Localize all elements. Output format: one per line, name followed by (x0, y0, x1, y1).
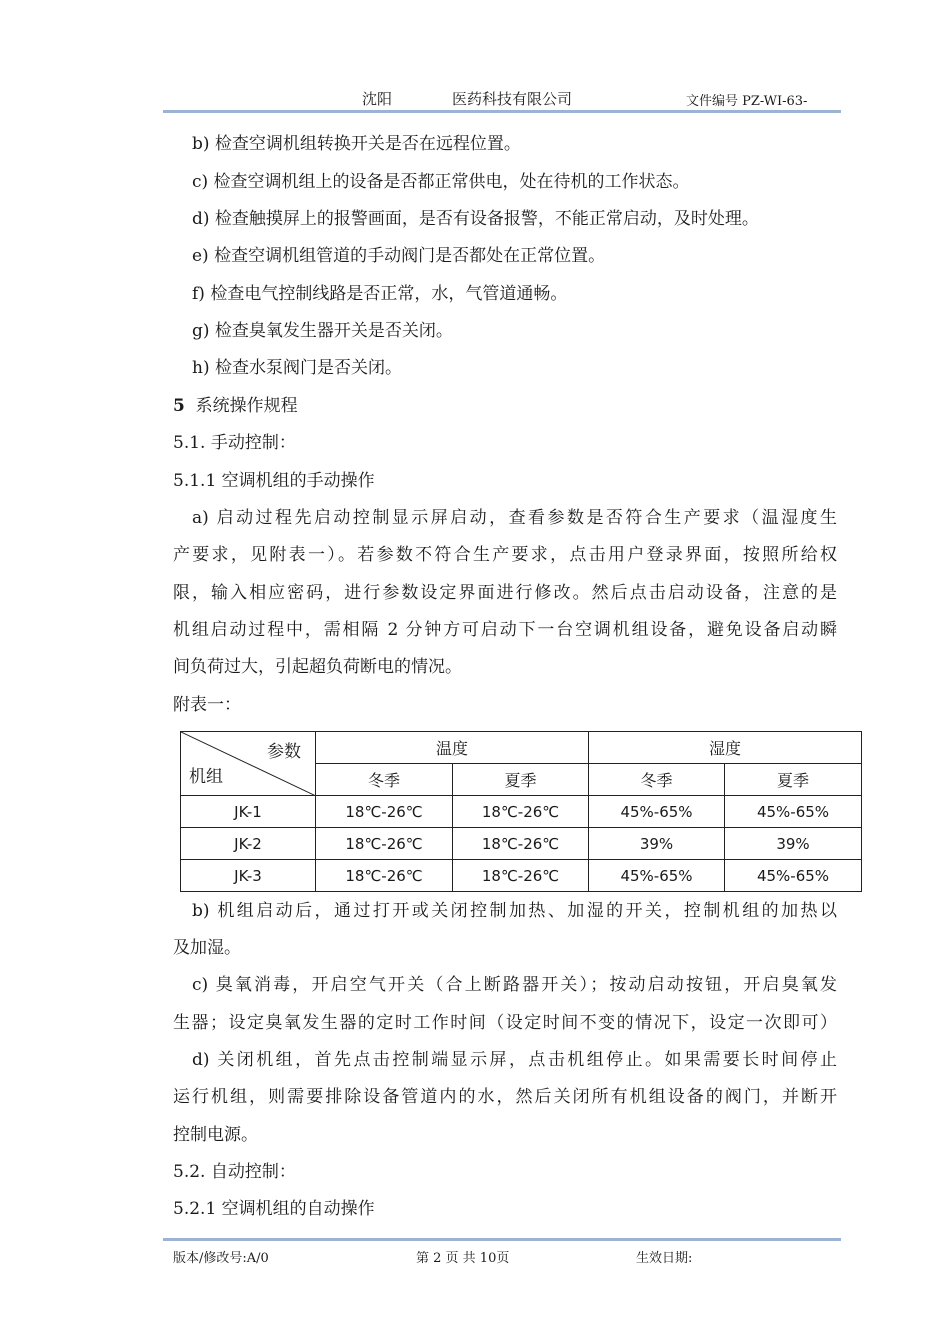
paragraph-line: 生器；设定臭氧发生器的定时工作时间（设定时间不变的情况下，设定一次即可） (173, 1013, 837, 1033)
header-doc-number: 文件编号 PZ-WI-63- (686, 94, 808, 109)
paragraph-line: 限，输入相应密码，进行参数设定界面进行修改。然后点击启动设备，注意的是 (173, 583, 837, 603)
header-season: 夏季 (725, 764, 862, 796)
paragraph-line: c) 臭氧消毒，开启空气开关（合上断路器开关）；按动启动按钮，开启臭氧发 (192, 975, 837, 995)
corner-label-params: 参数 (267, 742, 301, 762)
header-season: 夏季 (453, 764, 589, 796)
table-caption: 附表一： (173, 695, 241, 715)
paragraph-line: 产要求，见附表一）。若参数不符合生产要求，点击用户登录界面，按照所给权 (173, 545, 837, 565)
header-company: 医药科技有限公司 (452, 90, 573, 108)
header-season: 冬季 (316, 764, 453, 796)
subsection-heading: 5.2. 自动控制： (173, 1162, 296, 1182)
check-item: e) 检查空调机组管道的手动阀门是否都处在正常位置。 (192, 246, 606, 266)
check-item: d) 检查触摸屏上的报警画面，是否有设备报警，不能正常启动，及时处理。 (192, 209, 759, 229)
paragraph-line: a) 启动过程先启动控制显示屏启动，查看参数是否符合生产要求（温湿度生 (192, 508, 837, 528)
paragraph-line: d) 关闭机组，首先点击控制端显示屏，点击机组停止。如果需要长时间停止 (192, 1050, 837, 1070)
paragraph-line: 机组启动过程中，需相隔 2 分钟方可启动下一台空调机组设备，避免设备启动瞬 (173, 620, 837, 640)
subsection-heading: 5.2.1 空调机组的自动操作 (173, 1199, 375, 1219)
check-item: h) 检查水泵阀门是否关闭。 (192, 358, 402, 378)
section-title: 系统操作规程 (195, 396, 298, 416)
table-row (181, 860, 862, 892)
footer-effective-date: 生效日期: (636, 1251, 693, 1266)
parameter-table (180, 731, 862, 892)
cell-hum-winter: 45%-65% (589, 860, 725, 892)
paragraph-line: 控制电源。 (173, 1125, 258, 1145)
header-temperature: 温度 (316, 732, 589, 764)
cell-temp-winter: 18℃-26℃ (316, 828, 453, 860)
header-city: 沈阳 (362, 90, 393, 108)
table-row (181, 828, 862, 860)
cell-temp-winter: 18℃-26℃ (316, 796, 453, 828)
paragraph-line: 及加湿。 (173, 938, 241, 958)
cell-temp-summer: 18℃-26℃ (453, 796, 589, 828)
cell-temp-summer: 18℃-26℃ (453, 860, 589, 892)
check-item: c) 检查空调机组上的设备是否都正常供电，处在待机的工作状态。 (192, 172, 690, 192)
footer-rule (163, 1238, 841, 1241)
cell-hum-summer: 39% (725, 828, 862, 860)
cell-temp-winter: 18℃-26℃ (316, 860, 453, 892)
section-heading (173, 394, 298, 418)
paragraph-line: 运行机组，则需要排除设备管道内的水，然后关闭所有机组设备的阀门，并断开 (173, 1087, 837, 1107)
check-item: b) 检查空调机组转换开关是否在远程位置。 (192, 134, 521, 154)
header-rule (163, 110, 841, 113)
cell-unit: JK-2 (181, 828, 316, 860)
header-humidity: 湿度 (589, 732, 862, 764)
corner-label-units: 机组 (189, 767, 223, 787)
footer-page-number: 第 2 页 共 10页 (416, 1251, 510, 1266)
cell-unit: JK-3 (181, 860, 316, 892)
cell-hum-summer: 45%-65% (725, 860, 862, 892)
paragraph-line: b) 机组启动后，通过打开或关闭控制加热、加湿的开关，控制机组的加热以 (192, 901, 837, 921)
cell-hum-winter: 45%-65% (589, 796, 725, 828)
cell-hum-summer: 45%-65% (725, 796, 862, 828)
paragraph-line: 间负荷过大，引起超负荷断电的情况。 (173, 657, 462, 677)
table-corner-cell (181, 732, 316, 796)
table-row (181, 796, 862, 828)
check-item: f) 检查电气控制线路是否正常，水，气管道通畅。 (192, 284, 568, 304)
subsection-heading: 5.1. 手动控制： (173, 433, 296, 453)
cell-unit: JK-1 (181, 796, 316, 828)
cell-hum-winter: 39% (589, 828, 725, 860)
check-item: g) 检查臭氧发生器开关是否关闭。 (192, 321, 453, 341)
footer-version: 版本/修改号:A/0 (173, 1251, 269, 1266)
subsection-heading: 5.1.1 空调机组的手动操作 (173, 471, 375, 491)
section-number: 5 (173, 396, 185, 416)
cell-temp-summer: 18℃-26℃ (453, 828, 589, 860)
header-season: 冬季 (589, 764, 725, 796)
